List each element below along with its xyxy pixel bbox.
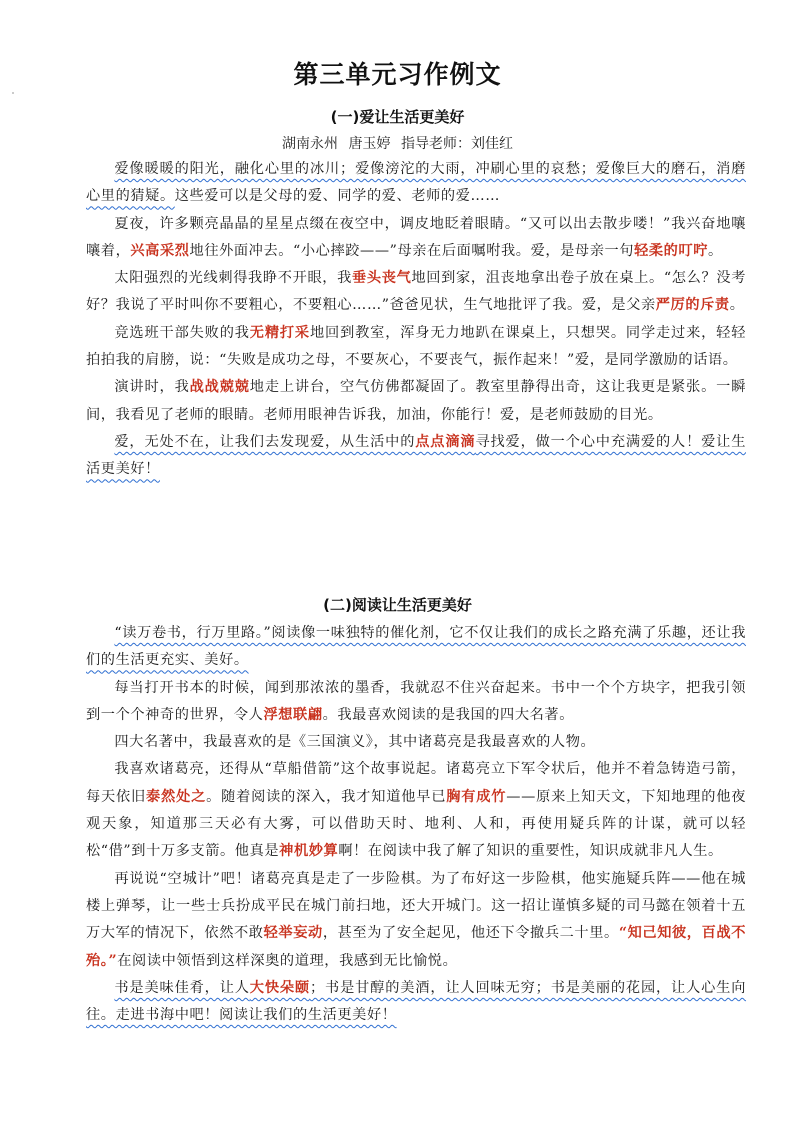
underlined-sentence: 爱像暖暖的阳光，融化心里的冰川；爱像滂沱的大雨，冲刷心里的哀愁；爱像巨大的磨石，消磨心里的猜疑。 bbox=[86, 161, 746, 205]
essay1-byline: 湖南永州 唐玉婷 指导老师：刘佳红 bbox=[282, 136, 513, 152]
paragraph bbox=[86, 729, 746, 756]
highlighted-phrase: 垂头丧气 bbox=[352, 270, 412, 287]
text-run: 每当打开书本的时候，闻到那浓浓的墨香，我就忍不住兴奋起来。书中一个个方块字，把我引领到一个个神奇的世界，令人 bbox=[86, 679, 746, 723]
highlighted-phrase: 泰然处之 bbox=[146, 788, 207, 805]
text-run: 太阳强烈的光线刺得我睁不开眼，我 bbox=[114, 270, 353, 287]
underlined-sentence: ；书是甘醇的美酒，让人回味无穷；书是美丽的花园，让人心生向往。走进书海中吧！阅读让我们的生活更美好！ bbox=[86, 979, 747, 1024]
essay1-title: (一)爱让生活更美好 bbox=[330, 108, 465, 126]
paragraph bbox=[86, 320, 746, 375]
margin-dot bbox=[12, 92, 14, 94]
paragraph bbox=[86, 975, 746, 1030]
page-title: 第三单元习作例文 bbox=[293, 60, 502, 89]
paragraph bbox=[86, 265, 746, 320]
text-run: ——原来上知天文，下知地理的他夜观天象，知道那三天必有大雾，可以借助天时、地利、人和，再使用疑兵阵的计谋，就可以轻松“借”到十万多支箭。他真是 bbox=[86, 788, 747, 860]
highlighted-phrase: 胸有成竹 bbox=[446, 788, 507, 805]
text-run: 演讲时，我 bbox=[114, 379, 190, 396]
text-run: 再说说“空城计”吧！诸葛亮真是走了一步险棋。为了布好这一步险棋，他实施疑兵阵——他在城楼上弹琴，让一些士兵扮成平民在城门前扫地，还大开城门。这一招让谨慎多疑的司马懿在领着十五万大军的情况下，依然不敢 bbox=[86, 870, 746, 942]
underlined-sentence: 寻找爱，做一个心中充满爱的人！爱让生活更美好！ bbox=[86, 433, 746, 478]
highlighted-phrase: 兴高采烈 bbox=[130, 242, 190, 259]
text-run: 地回到教室，浑身无力地趴在课桌上，只想哭。同学走过来，轻轻拍拍我的肩膀，说：“失败是成功之母，不要灰心，不要丧气，振作起来！”爱，是同学激励的话语。 bbox=[86, 324, 747, 369]
underlined-sentence: “读万卷书，行万里路。”阅读像一味独特的催化剂，它不仅让我们的成长之路充满了乐趣，还让我们的生活更充实、美好。 bbox=[86, 625, 746, 669]
paragraph bbox=[86, 374, 746, 429]
highlighted-phrase: 轻举妄动 bbox=[263, 925, 323, 942]
text-run: 地回到家，沮丧地拿出卷子放在桌上。“怎么？没考好？我说了平时叫你不要粗心，不要粗心……”爸爸见状，生气地批评了我。爱，是父亲 bbox=[86, 270, 746, 314]
paragraph bbox=[86, 429, 746, 484]
text-run: ，甚至为了安全起见，他还下令撤兵二十里。 bbox=[322, 925, 619, 942]
text-run: 竞选班干部失败的我 bbox=[114, 324, 250, 341]
text-run: 地走上讲台，空气仿佛都凝固了。教室里静得出奇，这让我更是紧张。一瞬间，我看见了老师的眼睛。老师用眼神告诉我，加油，你能行！爱，是老师鼓励的目光。 bbox=[86, 379, 746, 423]
highlighted-phrase: 严厉的斥责 bbox=[655, 297, 730, 314]
paragraph bbox=[86, 866, 746, 975]
highlighted-phrase: 无精打采 bbox=[249, 324, 310, 341]
paragraph bbox=[86, 756, 746, 865]
paragraph bbox=[86, 211, 746, 266]
text-run: 四大名著中，我最喜欢的是《三国演义》，其中诸葛亮是我最喜欢的人物。 bbox=[114, 734, 596, 751]
highlighted-phrase: 神机妙算 bbox=[279, 843, 339, 860]
text-run: 。 bbox=[729, 297, 745, 314]
text-run: 在阅读中领悟到这样深奥的道理，我感到无比愉悦。 bbox=[117, 952, 458, 969]
essay2-body bbox=[86, 620, 746, 1029]
highlighted-phrase: 点点滴滴 bbox=[415, 433, 476, 450]
text-run: 啊！在阅读中我了解了知识的重要性，知识成就非凡人生。 bbox=[338, 843, 723, 860]
text-run: 这些爱可以是父母的爱、同学的爱、老师的爱…… bbox=[174, 188, 501, 205]
text-run: 我喜欢诸葛亮，还得从“草船借箭”这个故事说起。诸葛亮立下军令状后，他并不着急铸造弓箭，每天依旧 bbox=[86, 761, 746, 805]
text-run: 。随着阅读的深入，我才知道他早已 bbox=[206, 788, 447, 805]
highlighted-phrase: 战战兢兢 bbox=[189, 379, 250, 396]
highlighted-phrase: “知己知彼，百战不殆。” bbox=[86, 925, 746, 969]
paragraph bbox=[86, 620, 746, 675]
underlined-sentence: 书是美味佳肴，让人 bbox=[114, 979, 250, 996]
essay1-body bbox=[86, 156, 746, 484]
paragraph bbox=[86, 675, 746, 730]
highlighted-phrase: 大快朵颐 bbox=[249, 979, 310, 996]
text-run: 。 bbox=[708, 242, 723, 259]
paragraph bbox=[86, 156, 746, 211]
underlined-sentence: 爱，无处不在，让我们去发现爱，从生活中的 bbox=[114, 433, 416, 450]
text-run: 地往外面冲去。“小心摔跤——”母亲在后面嘱咐我。爱，是母亲一句 bbox=[189, 242, 635, 259]
highlighted-phrase: 轻柔的叮咛 bbox=[634, 242, 709, 259]
highlighted-phrase: 浮想联翩 bbox=[263, 706, 323, 723]
text-run: 夏夜，许多颗亮晶晶的星星点缀在夜空中，调皮地眨着眼睛。“又可以出去散步喽！”我兴奋地嚷嚷着， bbox=[86, 215, 746, 259]
essay2-title: (二)阅读让生活更美好 bbox=[323, 596, 472, 614]
text-run: 。我最喜欢阅读的是我国的四大名著。 bbox=[322, 706, 574, 723]
